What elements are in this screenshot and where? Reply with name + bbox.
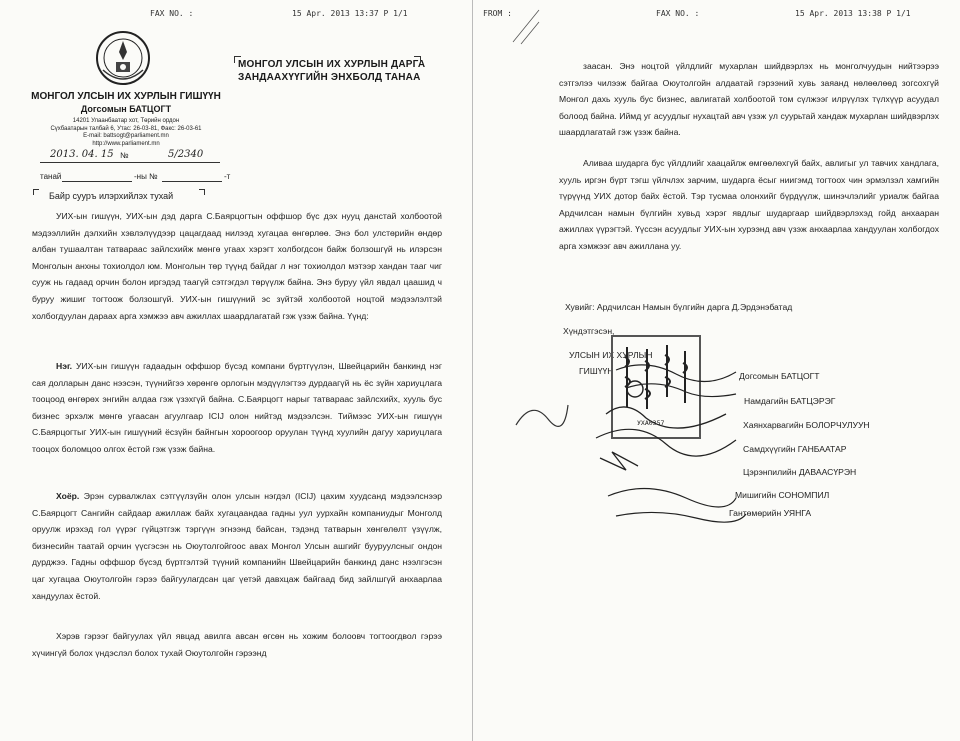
subject-line: Байр сууръ илэрхийлэх тухай [49, 191, 174, 201]
body-paragraph-1: УИХ-ын гишүүн, УИХ-ын дэд дарга С.Баярцогтын оффшор бүс дэх нууц данстай холбоотой мэдээллийн дэлхийн хэвлэлүүдээр цацагдаад нилээд хугацаа өнгөрлөө. Энэ бол улстөрийн өндөр албан тушаалтан татвараас зайлсхийж мөнгө угаах хэрэгт холбогдсон байж болзошгүй нь илэрсэн Монголын анхны тохиолдол юм. Монголын төр түүнд байдаг л нэг тохиолдол мэтээр хандан тааг чиг сууж нь гадаад орчин болон иргэдэд таагүй сэтгэгдэл төрүүлж байна. Энэ буруу үйл явдал цаашид ч буруу жишиг тогтоож болзошгүй. УИХ-ын гишүүний эс зүйтэй холбоотой ноцтой мэдээлэлтэй холбогдуулан дараах арга хэмжээ авч ажиллах шаардлагатай гэж үзэж байна. Үүнд: [32, 211, 442, 321]
signatory-2: Намдагийн БАТЦЭРЭГ [744, 396, 836, 406]
fax-number-label: FAX NO. : [150, 9, 194, 18]
signer-title-line-1: УЛСЫН ИХ ХУРЛЫН [569, 350, 653, 360]
body-paragraph-2 [32, 358, 442, 458]
body-paragraph-3-text: Эрэн сурвалжлах сэтгүүлзүйн олон улсын нэгдэл (ICIJ) цахим хуудсанд мэдээлснээр С.Баярцогт Сангийн сайдаар ажиллаж байх хугацаандаа гадны уул уурхайн компаниудыг Монголд оруулж ирэхэд гол үүрэг гүйцэтгэж тэргүүн эгнээнд байсан, тэдэнд татварын хөнгөлөлт үзүүлж, бизнесийн таатай орчин үүсгэсэн нь Оюутолгойгоос авах Монгол Улсын ашгийг бууруулсныг ондон дурджээ. Гадны оффшор бүсэд бүртгэлтэй түүний компанийн Швейцарийн банкинд данс нээлгэсэн цаг хугацаа Оюутолгойн гэрээ байгуулагдсан цаг үетэй давхцаж байгаад бид зайлшгүй анхаарлаа хандуулах ёстой. [32, 491, 443, 601]
address-line-2: Сүхбаатарын талбай 6, Утас: 26-03-81, Факс: 26-03-61 [50, 125, 202, 132]
para-label-one: Нэг. [56, 361, 73, 371]
pen-scribble [512, 395, 572, 435]
body-paragraph-3 [32, 488, 442, 604]
handwritten-signatures [586, 348, 766, 548]
reference-suffix: -т [224, 172, 231, 181]
body-paragraph-4: Хэрэв гэрээг байгуулах үйл явцад авилга авсан өгсөн нь хожим болоовч тогтоогдвол гэрээ хүчингүй болох үндэслэл болох тухай Оюутолгойн гэрээнд [32, 631, 442, 658]
fax-datetime: 15 Apr. 2013 13:38 P 1/1 [795, 9, 911, 18]
signatory-3: Хаянхарвагийн БОЛОРЧУЛУУН [743, 420, 870, 430]
body-paragraph-6: Аливаа шударга бус үйлдлийг хаацайлж өмгөөлөхгүй байх, авлигыг ул тавчих хандлага, хууль иргэн бүрт тэгш үйлчлэх зарчим, шударга ёсыг ниигэмд тогтоох чин эрмэлзэл хамгийн түрүүнд УИХ дотор байх ёстой. Тэр тусмаа олонхийг бүрдүүлж, шинэчлэлийг уриалж байгаа Ардчилсан намын бүлгийн хувьд хэрэг явдлыг шударгаар шийдвэрлэхэд гойд анхааран ажиллах үүрэгтэй. Үүссэн асуудлыг УИХ-ын хурээнд авч үзэж анхаарлаа хандуулан холбогдох арга хэмжээг авч ажиллана уу. [559, 158, 939, 251]
reference-prefix: танай [40, 172, 62, 181]
closing-line: Хүндэтгэсэн, [563, 326, 615, 336]
reference-mid: -ны № [134, 172, 158, 181]
fax-number-label: FAX NO. : [656, 9, 700, 18]
fax-from-label: FROM : [483, 9, 512, 18]
org-title: МОНГОЛ УЛСЫН ИХ ХУРЛЫН ГИШҮҮН [31, 91, 221, 102]
org-member-name: Догсомын БАТЦОГТ [80, 104, 172, 114]
signatory-6: Мишигийн СОНОМПИЛ [735, 490, 830, 500]
signatory-7: Гантөмөрийн УЯНГА [729, 508, 812, 518]
fax-edge-marks [511, 6, 541, 46]
signatory-5: Цэрэнпилийн ДАВААСҮРЭН [743, 467, 857, 477]
date-number-line [40, 150, 220, 163]
address-line-3: E-mail: battsogt@parliament.mn [83, 133, 169, 139]
para-label-two: Хоёр. [56, 491, 80, 501]
body-paragraph-5: заасан. Энэ ноцтой үйлдлийг мухарлан шийдвэрлэх нь монголчуудын нийтээрээ сэтгэлээ чилээж байгаа Оюутолгойн алдаатай гэрээний хувь заяанд нөлөөлөөд зогсохгүй Монгол дахь хууль бус бизнес, авлигатай холбоотой том сүлжээг илрүүлэх түлхүүр асуудал болоод байна. Иймд уг асуудлыг нухацтай авч үзэж ул суурьтай хандаж мухарлан шийдвэрлэх шаардлагатай гэж үзэж байна. [559, 61, 939, 138]
bracket-mark [414, 56, 421, 63]
state-emblem-icon [95, 30, 151, 86]
date-handwritten: 2013. 04. 15 [50, 149, 114, 160]
bracket-mark [234, 56, 241, 63]
body-paragraph-2-text: УИХ-ын гишүүн гадаадын оффшор бүсэд компани бүртгүүлэн, Швейцарийн банкинд нэг сая долларын данс нээсэн, түүнийгээ хөрөнгө орлогын мэдүүлэгтээ дурдаагүй нь ёс зүйн хариуцлага тооцоод өнгөрөх энгийн алдаа гэж үзэхгүй байна. С.Баярцогт нарыг татвараас зайлсхийх, хууль бус бизнес эрхэлж мөнгө угаасан агуулгаар ICIJ олон нийтэд мэдээлсэн. Тиймээс УИХ-ын гишүүн С.Баярцогтыг УИХ-ын гишүүний ёсзүйн байнгын хороогоор оруулан түүнд хуулийн дагуу хариуцлага тооцох боломцоо олгох ёстой гэж үзэж байна. [32, 361, 442, 454]
recipient-block: МОНГОЛ УЛСЫН ИХ ХУРЛЫН ДАРГА ЗАНДААХҮҮГИЙН ЭНХБОЛД ТАНАА [238, 59, 426, 83]
stamp-code: УХА0357 [637, 419, 665, 427]
number-handwritten: 5/2340 [168, 149, 204, 160]
signer-title-line-2: ГИШҮҮН [579, 366, 614, 376]
signatory-1: Догсомын БАТЦОГТ [739, 371, 820, 381]
number-symbol: № [120, 151, 129, 160]
address-line-1: 14201 Улаанбаатар хот, Төрийн ордон [72, 118, 180, 124]
address-line-4: http://www.parliament.mn [92, 140, 160, 147]
copy-to-line: Хувийг: Ардчилсан Намын бүлгийн дарга Д.Эрдэнэбатад [565, 302, 793, 312]
fax-datetime: 15 Apr. 2013 13:37 P 1/1 [292, 9, 408, 18]
signatory-4: Самдхүүгийн ГАНБААТАР [743, 444, 847, 454]
bracket-mark [199, 189, 205, 195]
letter-page-1 [0, 0, 472, 741]
reference-line [40, 172, 230, 182]
bracket-mark [33, 189, 39, 195]
